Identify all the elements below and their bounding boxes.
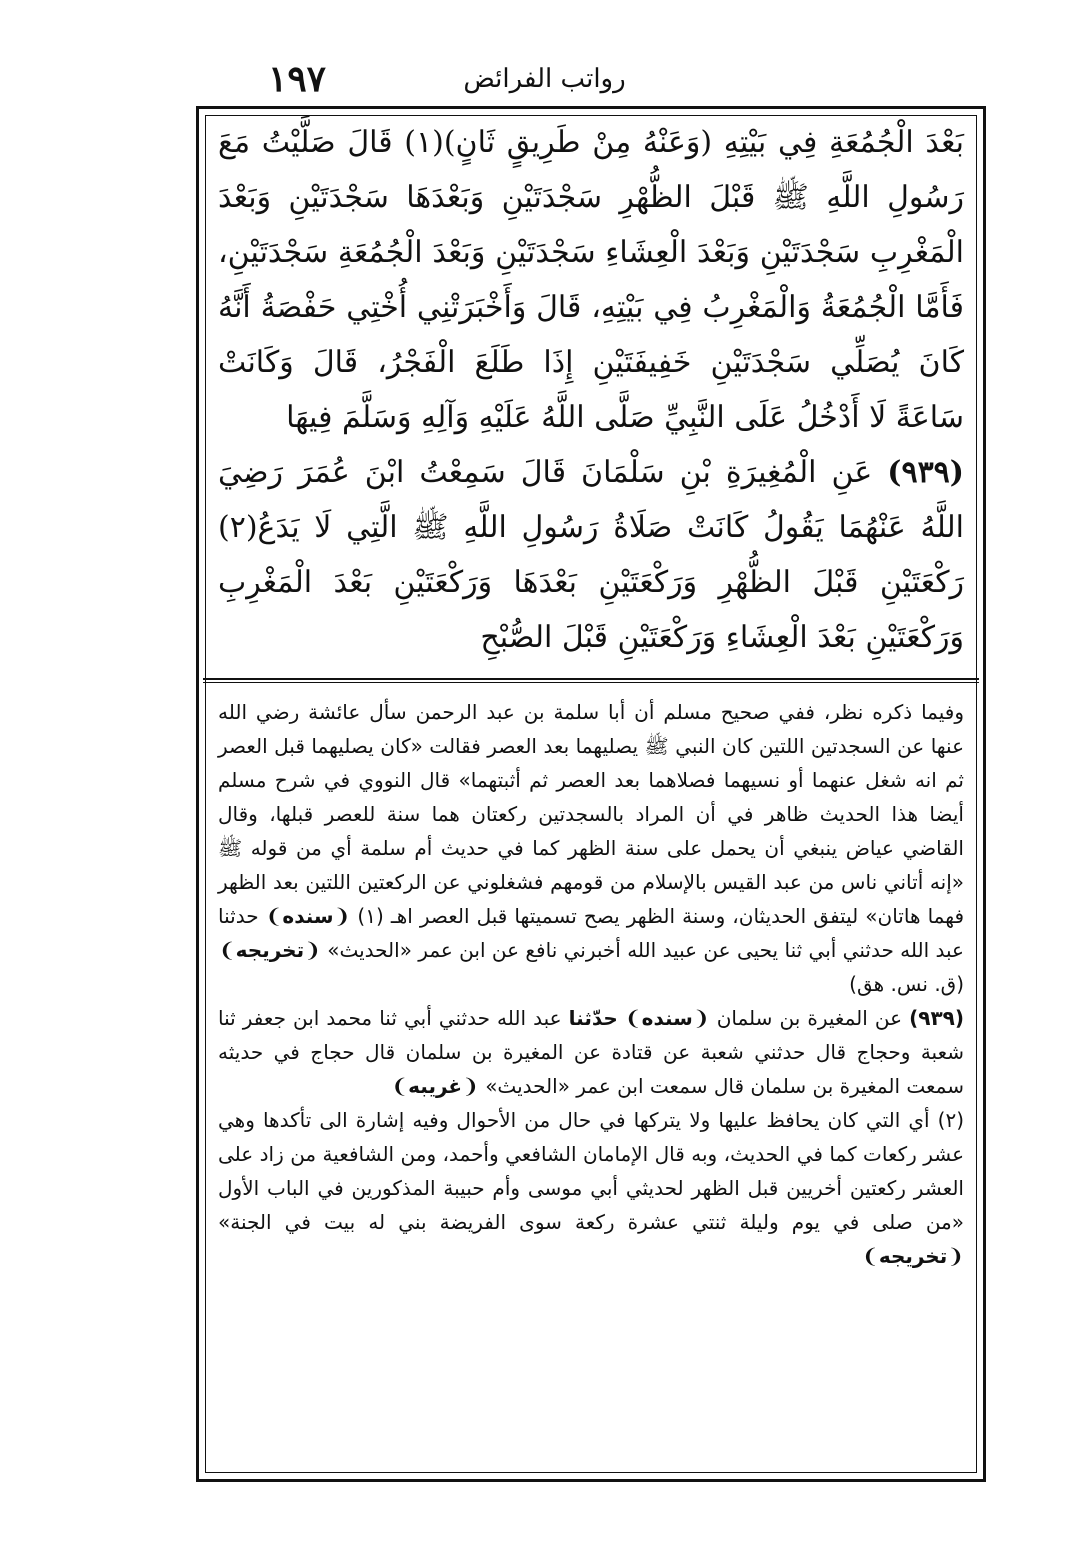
hadith-text [218,115,964,671]
running-title: رواتب الفرائض [463,64,626,94]
commentary-text-6: (٢) أي التي كان يحافظ عليها ولا يتركها في حال من الأحوال وفيه إشارة الى تأكدها وهي عشر ركعات كما في الحديث، وبه قال الإمامان الشافعي وأحمد، ومن الشافعية من زاد على العشر ركعتين أخريين قبل الظهر لحديثي أبي موسى وأم حبيبة المذكورين في الباب الأول «من صلى في يوم وليلة ثنتي عشرة ركعة سوى الفريضة بني له بيت في الجنة» [218,1108,964,1234]
running-header [190,58,899,106]
commentary-paragraph-1 [218,695,964,967]
commentary-paragraph-2 [218,1001,964,1103]
hadith-paragraph-2 [218,445,964,665]
marker-sanad-2: ❨ سنده ❩ [625,1006,710,1030]
hadith-paragraph-2-text: عَنِ الْمُغِيرَةِ بْنِ سَلْمَانَ قَالَ سَمِعْتُ ابْنَ عُمَرَ رَضِيَ اللَّهُ عَنْهُمَا يَقُولُ كَانَتْ صَلَاةُ رَسُولِ اللَّهِ ﷺ الَّتِي لَا يَدَعُ(٢) رَكْعَتَيْنِ قَبْلَ الظُّهْرِ وَرَكْعَتَيْنِ بَعْدَهَا وَرَكْعَتَيْنِ بَعْدَ الْمَغْرِبِ وَرَكْعَتَيْنِ بَعْدَ الْعِشَاءِ وَرَكْعَتَيْنِ قَبْلَ الصُّبْحِ [218,455,965,655]
page-number: ١٩٧ [268,58,327,100]
commentary-text-1: وفيما ذكره نظر، ففي صحيح مسلم أن أبا سلمة بن عبد الرحمن سأل عائشة رضي الله عنها عن السجدتين اللتين كان النبي ﷺ يصليهما بعد العصر فقالت «كان يصليهما قبل العصر ثم انه شغل عنهما أو نسيهما فصلاهما بعد العصر ثم أثبتهما» قال النووي في شرح مسلم أيضا هذا الحديث ظاهر في أن المراد بالسجدتين ركعتان هما سنة للعصر قبلها، وقال القاضي عياض ينبغي أن يحمل على سنة الظهر كما في حديث أم سلمة أي من قوله ﷺ «إنه أتاني ناس من عبد القيس بالإسلام من قومهم فشغلوني عن الركعتين اللتين بعد الظهر فهما هاتان» ليتفق الحديثان، وسنة الظهر يصح تسميتها قبل العصر اهـ (١) [218,700,964,928]
commentary-text-4: عن المغيرة بن سلمان [716,1006,903,1030]
commentary-text-5: عبد الله حدثني أبي ثنا محمد ابن جعفر ثنا شعبة وحجاج قال حدثني شعبة عن قتادة عن المغيرة بن سلمان قال حجاج في حديثه سمعت المغيرة بن سلمان قال سمعت ابن عمر «الحديث» [218,1006,964,1098]
commentary-hadith-number: (٩٣٩) [909,1006,964,1030]
commentary-sources: (ق. نس. هق) [849,972,964,996]
commentary-paragraph-3 [218,1103,964,1273]
marker-takhrij: ❨ تخريجه ❩ [219,938,321,962]
section-divider-thin [203,682,979,683]
marker-sanad: ❨ سنده ❩ [266,904,351,928]
section-divider [203,678,979,680]
commentary-text-2: حدثنا عبد الله حدثني أبي ثنا يحيى عن عبيد الله أخبرني نافع عن ابن عمر «الحديث» [218,904,964,962]
commentary-notes [218,695,964,1475]
marker-haddathana: حدّثنا [568,1006,618,1030]
hadith-paragraph-1: بَعْدَ الْجُمُعَةِ فِي بَيْتِهِ (وَعَنْهُ مِنْ طَرِيقٍ ثَانٍ)(١) قَالَ صَلَّيْتُ مَعَ رَسُولِ اللَّهِ ﷺ قَبْلَ الظُّهْرِ سَجْدَتَيْنِ وَبَعْدَهَا سَجْدَتَيْنِ وَبَعْدَ الْمَغْرِبِ سَجْدَتَيْنِ وَبَعْدَ الْعِشَاءِ سَجْدَتَيْنِ وَبَعْدَ الْجُمُعَةِ سَجْدَتَيْنِ، فَأَمَّا الْجُمُعَةُ وَالْمَغْرِبُ فِي بَيْتِهِ، قَالَ وَأَخْبَرَتْنِي أُخْتِي حَفْصَةُ أَنَّهُ كَانَ يُصَلِّي سَجْدَتَيْنِ خَفِيفَتَيْنِ إِذَا طَلَعَ الْفَجْرُ، قَالَ وَكَانَتْ سَاعَةً لَا أَدْخُلُ عَلَى النَّبِيِّ صَلَّى اللَّهُ عَلَيْهِ وَآلِهِ وَسَلَّمَ فِيهَا [218,125,964,435]
marker-gharib: ❨ غريبه ❩ [391,1074,478,1098]
hadith-number: (٩٣٩) [887,455,964,490]
marker-takhrij-2: ❨ تخريجه ❩ [862,1244,964,1268]
